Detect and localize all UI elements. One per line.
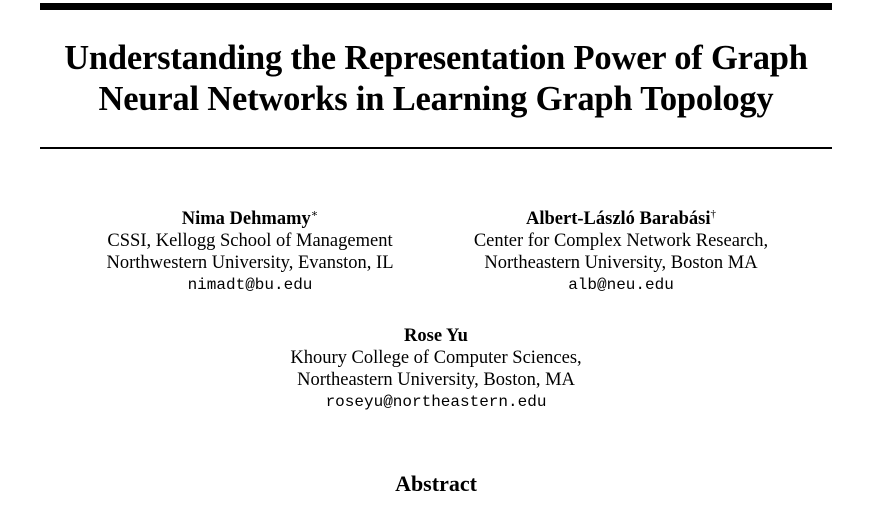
author-affiliation: Khoury College of Computer Sciences, (290, 348, 582, 368)
top-rule (40, 3, 832, 10)
author-affiliation: Northeastern University, Boston, MA (297, 370, 575, 390)
footnote-mark: ∗ (310, 208, 319, 220)
author-block-barabasi (455, 203, 787, 296)
author-affiliation: Northeastern University, Boston MA (484, 253, 758, 273)
author-affiliation: CSSI, Kellogg School of Management (107, 231, 393, 251)
title-line-1: Understanding the Representation Power of Graph (64, 39, 808, 77)
author-block-yu (270, 325, 602, 413)
author-name: Rose Yu (404, 326, 468, 346)
author-email: roseyu@northeastern.edu (325, 393, 547, 411)
abstract-heading: Abstract (395, 471, 477, 496)
footnote-mark: † (710, 208, 716, 220)
author-block-dehmamy (90, 203, 410, 296)
author-affiliation: Northwestern University, Evanston, IL (106, 253, 394, 273)
title-bottom-rule (40, 147, 832, 149)
paper-title (40, 38, 832, 120)
title-line-2: Neural Networks in Learning Graph Topology (98, 80, 774, 118)
author-affiliation: Center for Complex Network Research, (473, 231, 769, 251)
author-email: alb@neu.edu (568, 276, 674, 294)
author-name: Albert-László Barabási (526, 209, 711, 229)
author-name: Nima Dehmamy (181, 209, 311, 229)
author-email: nimadt@bu.edu (187, 276, 313, 294)
